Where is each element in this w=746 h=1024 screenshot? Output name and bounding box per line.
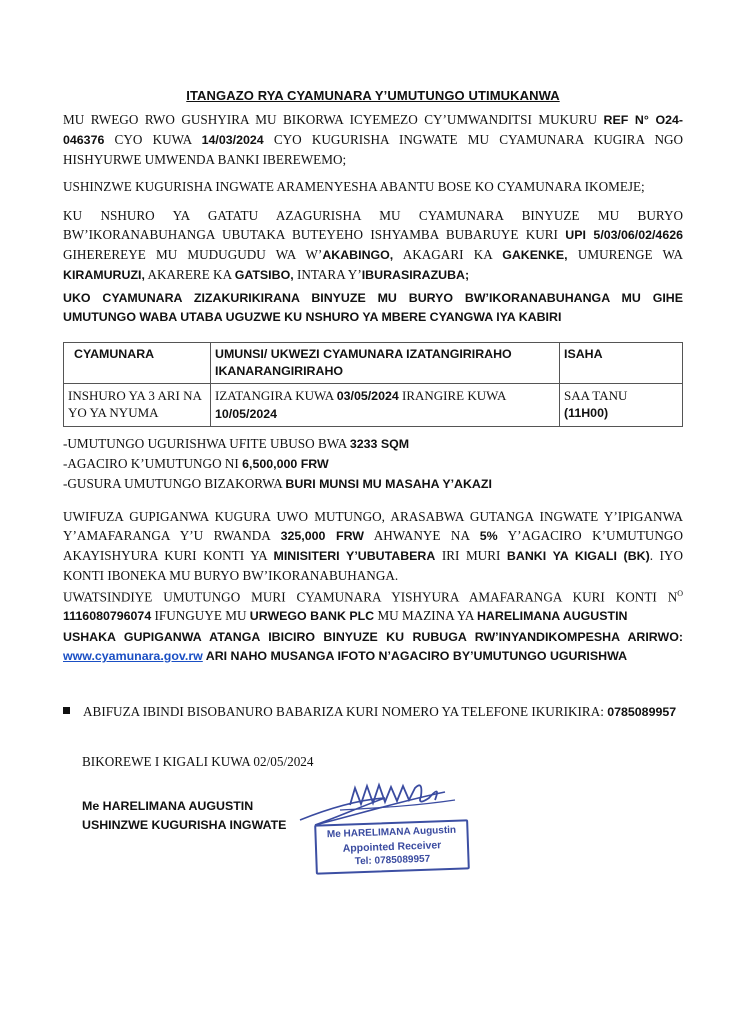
dated-line: BIKOREWE I KIGALI KUWA 02/05/2024	[82, 754, 314, 769]
auction-schedule-table	[63, 342, 683, 427]
table-cell-time	[560, 384, 683, 427]
end-date: 10/05/2024	[215, 407, 278, 421]
table-header: ISAHA	[560, 343, 683, 384]
property-facts	[63, 434, 683, 494]
table-header-row	[64, 343, 683, 384]
paragraph-payment	[63, 584, 683, 626]
text: -UMUTUNGO UGURISHWA UFITE UBUSO BWA	[63, 436, 350, 451]
upi-number: UPI 5/03/06/02/4626	[565, 228, 683, 242]
text: ABIFUZA IBINDI BISOBANURO BABARIZA KURI NOMERO YA TELEFONE IKURIKIRA:	[83, 704, 608, 719]
text: UWATSINDIYE UMUTUNGO MURI CYAMUNARA YISHYURA AMAFARANGA KURI KONTI N	[63, 589, 678, 605]
cell-name: GAKENKE,	[502, 248, 568, 262]
table-row	[64, 384, 683, 427]
signer-name: Me HARELIMANA AUGUSTIN	[82, 799, 254, 813]
text: AHWANYE NA	[364, 528, 480, 543]
bullet-icon	[63, 707, 70, 714]
guarantee-percent: 5%	[479, 529, 498, 543]
bank-name: BANKI YA KIGALI (BK)	[506, 549, 650, 563]
bank-name: URWEGO BANK PLC	[249, 609, 375, 624]
ministry-name: MINISITERI Y’UBUTABERA	[273, 549, 436, 563]
property-area: 3233 SQM	[349, 437, 410, 451]
text: AKARERE KA	[144, 267, 235, 282]
paragraph-property	[63, 206, 683, 285]
official-stamp	[295, 770, 495, 870]
text: KU NSHURO YA GATATU AZAGURISHA MU CYAMUNARA BINYUZE MU BURYO BW’IKORANABUHANGA UBUTAKA BUTEYEHO ISHYAMBA BUBARUYE KURI	[63, 208, 683, 242]
village-name: AKABINGO,	[322, 248, 394, 262]
paragraph-order	[63, 110, 683, 169]
text: UMURENGE WA	[567, 247, 684, 262]
paragraph-schedule-intro: UKO CYAMUNARA ZIZAKURIKIRANA BINYUZE MU BURYO BW’IKORANABUHANGA MU GIHE UMUTUNGO WABA UTABA UGUZWE KU NSHURO YA MBERE CYANGWA IYA KABIRI	[63, 291, 683, 324]
account-number: 1116080796074	[63, 609, 152, 624]
text: USHAKA GUPIGANWA ATANGA IBICIRO BINYUZE KU RUBUGA RW’INYANDIKOMPESHA ARIRWO:	[63, 630, 683, 644]
text: CYO KUGURISHA INGWATE MU CYAMUNARA KUGIRA NGO HISHYURWE UMWENDA BANKI IBEREWEMO;	[63, 132, 684, 167]
text: . IYO KONTI IBONEKA MU BURYO BW’IKORANABUHANGA.	[63, 548, 683, 583]
table-header: UMUNSI/ UKWEZI CYAMUNARA IZATANGIRIRAHO IKANARANGIRIRAHO	[211, 343, 560, 384]
reference-number: REF N° O24-046376	[63, 113, 684, 147]
sector-name: KIRAMURUZI,	[63, 268, 145, 282]
list-item	[63, 454, 683, 474]
list-item	[63, 474, 683, 494]
superscript: O	[677, 589, 683, 598]
stamp-box	[314, 819, 470, 874]
time-hours: (11H00)	[564, 406, 609, 420]
table-header: CYAMUNARA	[64, 343, 211, 384]
guarantee-amount: 325,000 FRW	[280, 529, 364, 543]
signer-role: USHINZWE KUGURISHA INGWATE	[82, 818, 287, 832]
paragraph-announcement: USHINZWE KUGURISHA INGWATE ARAMENYESHA ABANTU BOSE KO CYAMUNARA IKOMEJE;	[63, 179, 645, 194]
text: ARI NAHO MUSANGA IFOTO N’AGACIRO BY’UMUTUNGO UGURISHWA	[202, 649, 628, 663]
text: IFUNGUYE MU	[151, 608, 250, 624]
account-holder: HARELIMANA AUGUSTIN	[476, 609, 628, 624]
text: Y’AGACIRO K’UMUTUNGO AKAYISHYURA KURI KONTI YA	[63, 528, 683, 563]
table-cell-auction: INSHURO YA 3 ARI NA YO YA NYUMA	[64, 384, 211, 427]
text: MU RWEGO RWO GUSHYIRA MU BIKORWA ICYEMEZO CY’UMWANDITSI MUKURU	[63, 112, 604, 127]
text: IZATANGIRA KUWA	[215, 388, 337, 403]
start-date: 03/05/2024	[336, 389, 399, 403]
table-cell-dates	[211, 384, 560, 427]
contact-text	[83, 702, 683, 722]
signature-block	[82, 797, 286, 835]
text: -AGACIRO K’UMUTUNGO NI	[63, 456, 243, 471]
website-link[interactable]: www.cyamunara.gov.rw	[63, 649, 203, 663]
time-text: SAA TANU	[564, 388, 628, 403]
province-name: IBURASIRAZUBA;	[361, 268, 470, 282]
phone-number: 0785089957	[607, 705, 677, 719]
stamp-name: Me HARELIMANA Augustin	[326, 824, 457, 841]
property-value: 6,500,000 FRW	[242, 457, 329, 471]
paragraph-guarantee	[63, 507, 683, 585]
text: UWIFUZA GUPIGANWA KUGURA UWO MUTUNGO, ARASABWA GUTANGA INGWATE Y’IPIGANWA Y’AMAFARANGA Y’U RWANDA	[63, 509, 683, 543]
text: IRI MURI	[435, 548, 507, 563]
text: INTARA Y’	[293, 267, 362, 282]
stamp-phone: Tel: 0785089957	[354, 853, 431, 868]
list-item	[63, 434, 683, 454]
text: GIHEREREYE MU MUDUGUDU WA W’	[63, 247, 323, 262]
text: MU MAZINA YA	[374, 608, 477, 624]
text: AKAGARI KA	[393, 247, 503, 262]
paragraph-website	[63, 628, 683, 666]
district-name: GATSIBO,	[234, 268, 294, 282]
order-date: 14/03/2024	[201, 133, 264, 147]
text: CYO KUWA	[104, 132, 202, 147]
text: IRANGIRE KUWA	[398, 388, 506, 403]
text: -GUSURA UMUTUNGO BIZAKORWA	[63, 476, 286, 491]
visit-schedule: BURI MUNSI MU MASAHA Y’AKAZI	[285, 477, 492, 491]
notice-title: ITANGAZO RYA CYAMUNARA Y’UMUTUNGO UTIMUKANWA	[186, 88, 560, 103]
stamp-title: Appointed Receiver	[342, 839, 442, 855]
